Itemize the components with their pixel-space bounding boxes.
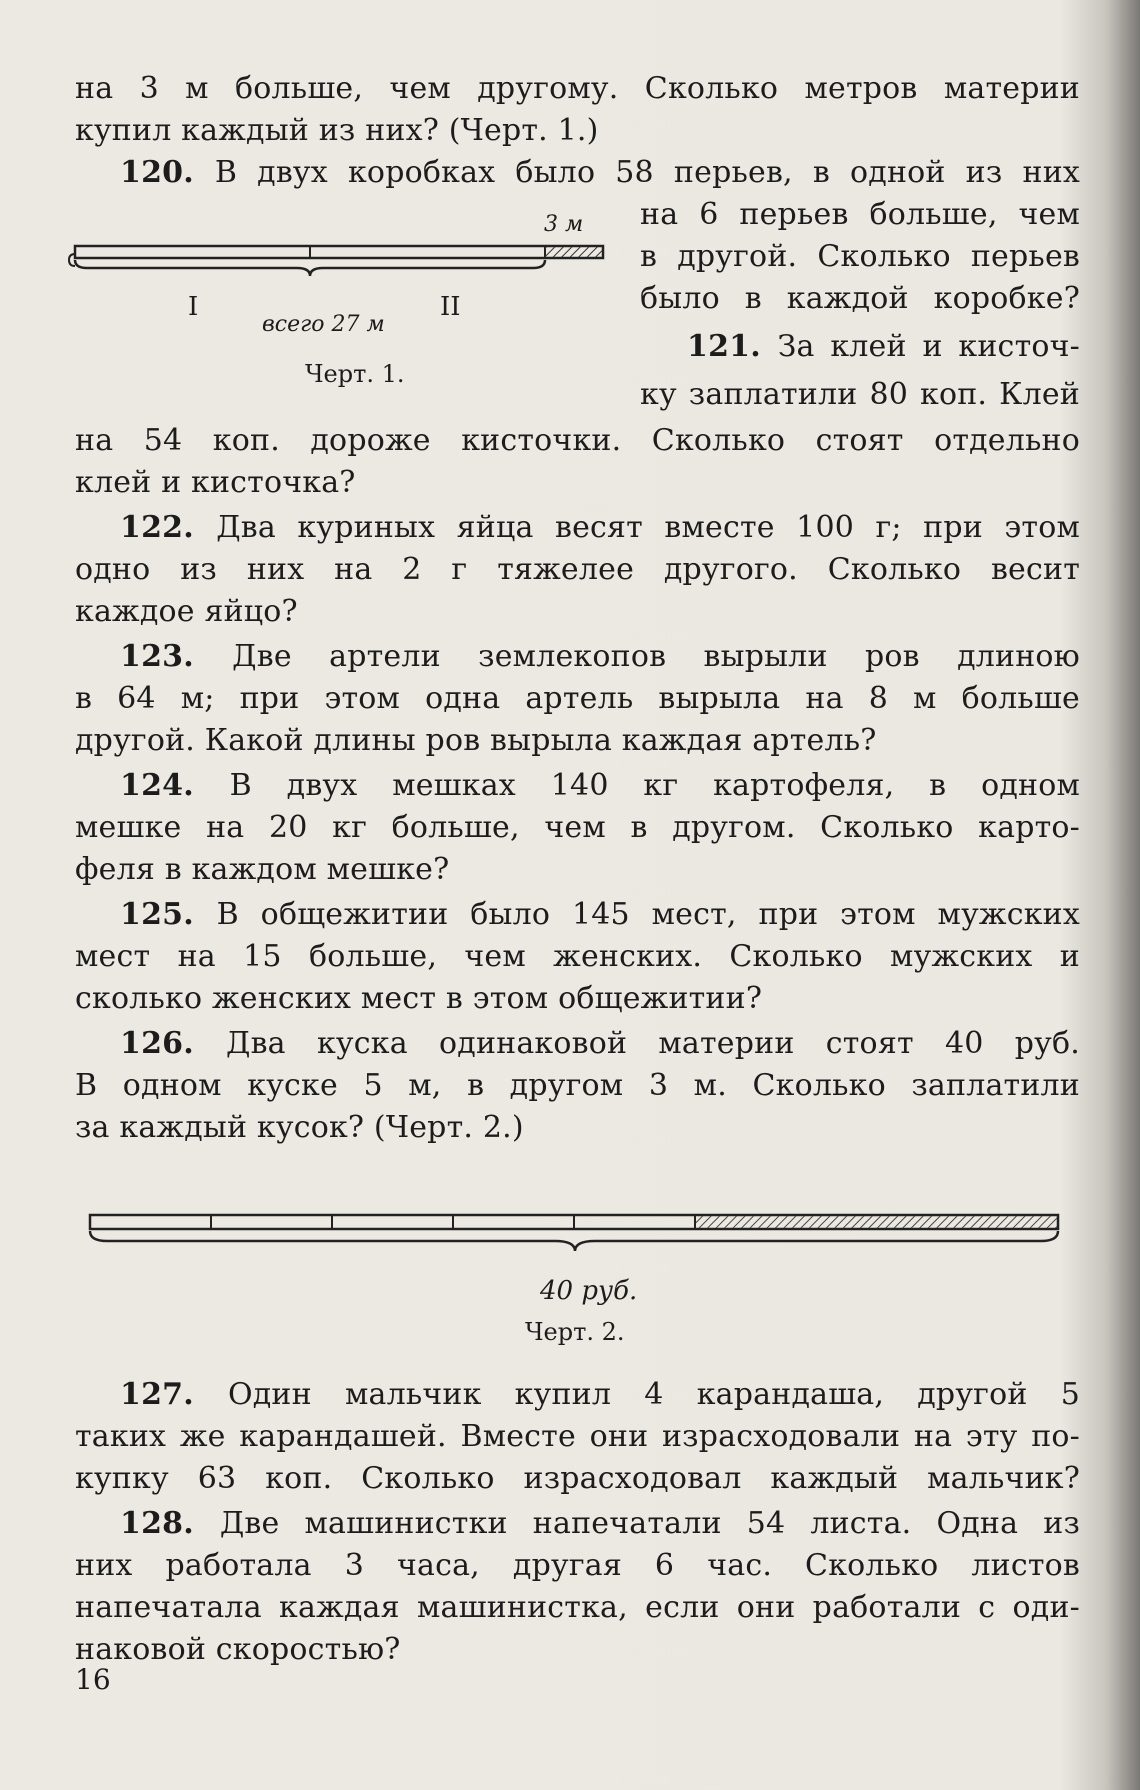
problem-121-start: 121. За клей и кисточ- xyxy=(687,329,1080,364)
segment-bar xyxy=(75,246,603,258)
figure-1-extra-label: 3 м xyxy=(544,212,584,237)
figure-1-label-first: I xyxy=(188,292,199,322)
text-line: В одном куске 5 м, в другом 3 м. Сколько заплатили xyxy=(75,1068,1080,1103)
text-line: за каждый кусок? (Черт. 2.) xyxy=(75,1110,524,1145)
lower-brace xyxy=(75,260,545,276)
problem-123-start: 123. Две артели землекопов вырыли ров длиною xyxy=(120,639,1080,674)
text-line: сколько женских мест в этом общежитии? xyxy=(75,981,763,1016)
problem-120-start: 120. В двух коробках было 58 перьев, в одной из них xyxy=(120,155,1081,190)
text-line: на 54 коп. дороже кисточки. Сколько стоят отдельно xyxy=(75,423,1080,458)
problem-number: 120. xyxy=(120,155,215,190)
problem-number: 121. xyxy=(687,329,778,364)
figure-2-diagram xyxy=(85,1205,1065,1285)
text-line: них работала 3 часа, другая 6 час. Сколько листов xyxy=(75,1548,1080,1583)
text-line: одно из них на 2 г тяжелее другого. Сколько весит xyxy=(75,552,1080,587)
figure-2-caption: Черт. 2. xyxy=(525,1318,625,1346)
text-line: каждое яйцо? xyxy=(75,594,298,629)
problem-number: 124. xyxy=(120,768,230,803)
text-line: купку 63 коп. Сколько израсходовал каждый мальчик? xyxy=(75,1461,1080,1496)
page-number: 16 xyxy=(75,1663,111,1696)
problem-number: 126. xyxy=(120,1026,226,1061)
text-line: другой. Какой длины ров вырыла каждая артель? xyxy=(75,723,877,758)
figure-1-label-second: II xyxy=(440,292,461,322)
text-line: мешке на 20 кг больше, чем в другом. Сколько карто- xyxy=(75,810,1080,845)
problem-127-start: 127. Один мальчик купил 4 карандаша, другой 5 xyxy=(120,1377,1080,1412)
problem-122-start: 122. Два куриных яйца весят вместе 100 г; при этом xyxy=(120,510,1080,545)
problem-number: 122. xyxy=(120,510,217,545)
problem-128-start: 128. Две машинистки напечатали 54 листа. Одна из xyxy=(120,1506,1081,1541)
text-line: феля в каждом мешке? xyxy=(75,852,450,887)
problem-124-start: 124. В двух мешках 140 кг картофеля, в одном xyxy=(120,768,1080,803)
text-line: купил каждый из них? (Черт. 1.) xyxy=(75,113,599,148)
problem-125-start: 125. В общежитии было 145 мест, при этом мужских xyxy=(120,897,1080,932)
text-line: в 64 м; при этом одна артель вырыла на 8 м больше xyxy=(75,681,1080,716)
text-line: клей и кисточка? xyxy=(75,465,356,500)
text-line: таких же карандашей. Вместе они израсходовали на эту по- xyxy=(75,1419,1080,1454)
problem-126-start: 126. Два куска одинаковой материи стоят 40 руб. xyxy=(120,1026,1080,1061)
extra-segment xyxy=(545,247,602,257)
text-line: наковой скоростью? xyxy=(75,1632,401,1667)
problem-number: 127. xyxy=(120,1377,228,1412)
figure-2-total-label: 40 руб. xyxy=(540,1276,638,1306)
figure-1-caption: Черт. 1. xyxy=(305,360,405,388)
lower-brace xyxy=(90,1231,1058,1251)
text-line: напечатала каждая машинистка, если они работали с оди- xyxy=(75,1590,1080,1625)
text-line: ку заплатили 80 коп. Клей xyxy=(640,377,1080,412)
figure-1-total-label: всего 27 м xyxy=(262,312,385,337)
problem-number: 123. xyxy=(120,639,233,674)
text-line: мест на 15 больше, чем женских. Сколько мужских и xyxy=(75,939,1080,974)
problem-number: 125. xyxy=(120,897,217,932)
text-line: на 3 м больше, чем другому. Сколько метров материи xyxy=(75,71,1080,106)
text-line: было в каждой коробке? xyxy=(640,281,1080,316)
text-line: на 6 перьев больше, чем xyxy=(640,197,1080,232)
problem-number: 128. xyxy=(120,1506,220,1541)
hatched-segment xyxy=(696,1216,1057,1228)
text-line: в другой. Сколько перьев xyxy=(640,239,1080,274)
